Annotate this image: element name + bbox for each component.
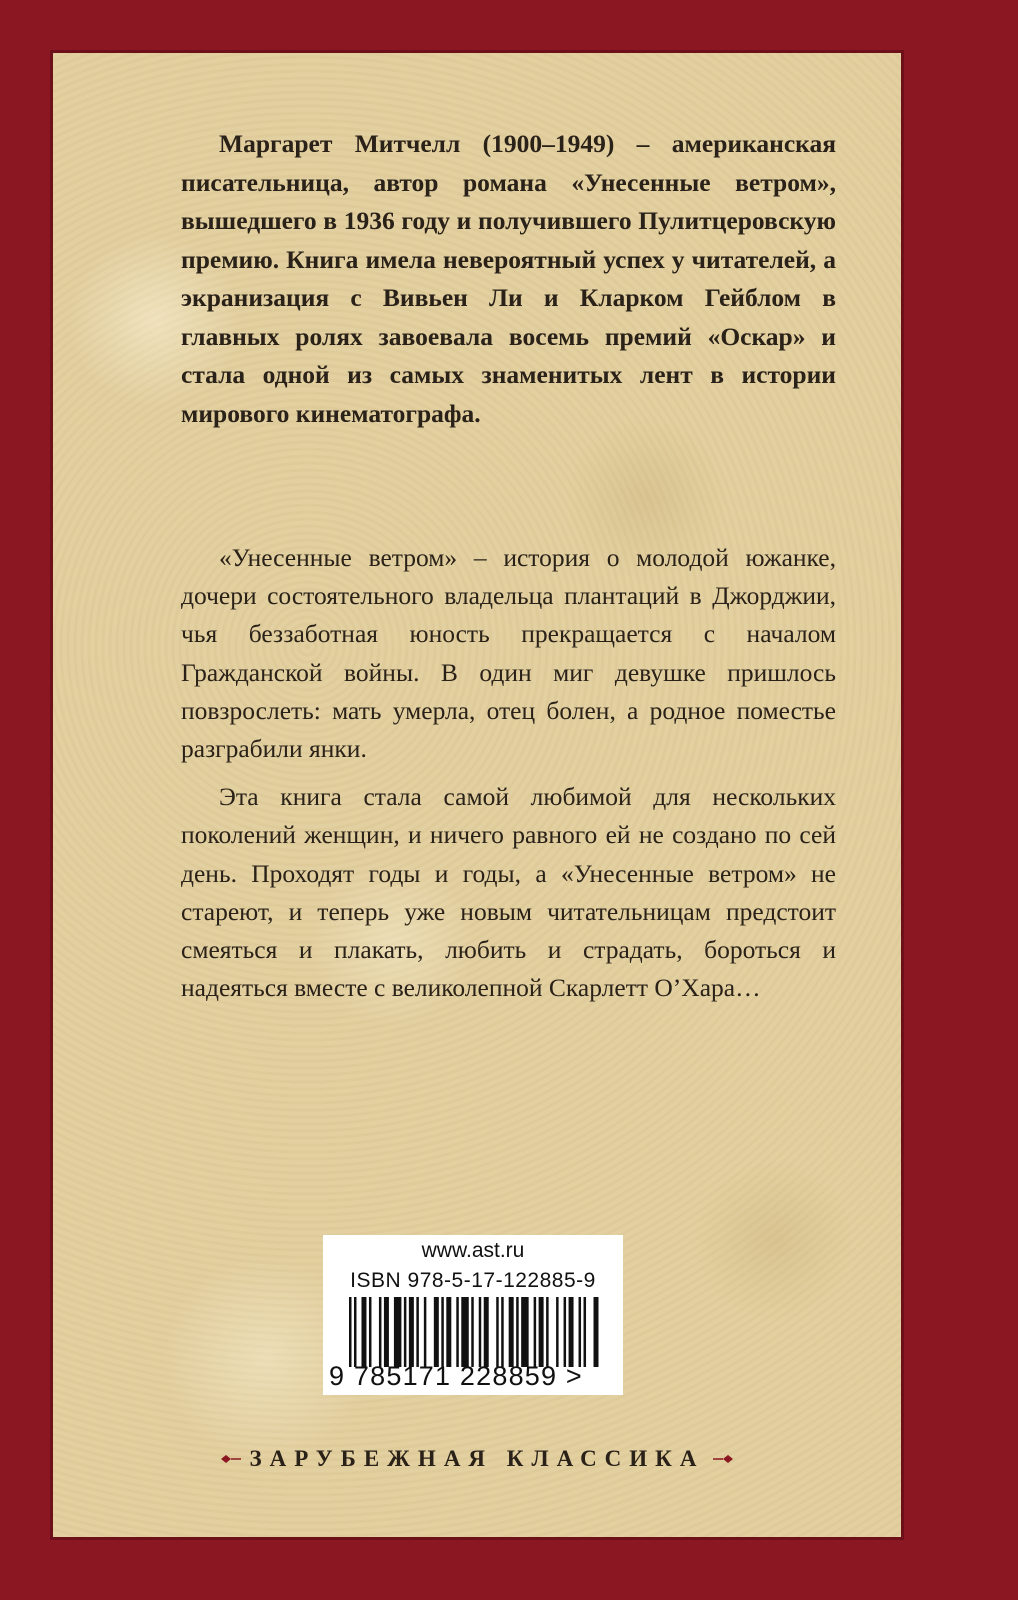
barcode-bar bbox=[361, 1297, 366, 1367]
barcode-bar bbox=[471, 1297, 474, 1367]
barcode-bar bbox=[369, 1297, 372, 1367]
barcode-bar bbox=[424, 1297, 427, 1367]
barcode-bar bbox=[384, 1297, 389, 1367]
barcode-bar bbox=[501, 1297, 504, 1367]
series-line bbox=[53, 1446, 901, 1472]
synopsis-paragraph: «Унесенные ветром» – история о молодой южанке, дочери состоятельного владельца плантаций в Джорджии, чья беззаботная юность прекращается с началом Гражданской войны. В один миг девушке пришлось повзрослеть: мать умерла, отец болен, а родное поместье разграбили янки. bbox=[181, 543, 836, 764]
barcode-bar bbox=[579, 1297, 582, 1367]
ornament-right-icon bbox=[712, 1452, 734, 1466]
barcode-bar bbox=[416, 1297, 419, 1367]
publisher-url: www.ast.ru bbox=[421, 1239, 525, 1262]
barcode-bar bbox=[516, 1297, 519, 1367]
barcode-bar bbox=[379, 1297, 382, 1367]
barcode-bar bbox=[484, 1297, 489, 1367]
barcode-bar bbox=[569, 1297, 574, 1367]
barcode-label bbox=[323, 1235, 623, 1395]
barcode-bar bbox=[404, 1297, 407, 1367]
barcode-bar bbox=[521, 1297, 528, 1367]
barcode-bar bbox=[394, 1297, 401, 1367]
barcode-bar bbox=[539, 1297, 544, 1367]
barcode-bar bbox=[354, 1297, 357, 1367]
series-title: ЗАРУБЕЖНАЯ КЛАССИКА bbox=[249, 1446, 705, 1471]
barcode-bar bbox=[534, 1297, 537, 1367]
barcode-bar bbox=[479, 1297, 482, 1367]
parchment-panel bbox=[50, 50, 904, 1540]
barcode-bar bbox=[456, 1297, 459, 1367]
ornament-left-icon bbox=[220, 1452, 242, 1466]
author-bio: Маргарет Митчелл (1900–1949) – американская писательница, автор романа «Унесенные ветром», вышедшего в 1936 году и получившего Пулитцеровскую премию. Книга имела невероятный успех у читателей, а экранизация с Вивьен Ли и Кларком Гейблом в главных ролях завоевала восемь премий «Оскар» и стала одной из самых знаменитых лент в истории мирового кинематографа. bbox=[181, 129, 836, 428]
barcode-bar bbox=[461, 1297, 468, 1367]
barcode-bar bbox=[446, 1297, 451, 1367]
barcode-bar bbox=[546, 1297, 549, 1367]
barcode-bar bbox=[409, 1297, 414, 1367]
isbn-number: ISBN 978-5-17-122885-9 bbox=[350, 1269, 596, 1292]
barcode-bars bbox=[349, 1297, 601, 1367]
synopsis bbox=[181, 539, 836, 1017]
barcode-bar bbox=[434, 1297, 439, 1367]
barcode-bar bbox=[349, 1297, 352, 1367]
barcode-bar bbox=[564, 1297, 567, 1367]
barcode-bar bbox=[584, 1297, 587, 1367]
barcode-bar bbox=[594, 1297, 599, 1367]
barcode-digits: 9 785171 228859 > bbox=[329, 1361, 583, 1391]
barcode-bar bbox=[556, 1297, 559, 1367]
barcode-bar bbox=[441, 1297, 444, 1367]
synopsis-paragraph: Эта книга стала самой любимой для нескольких поколений женщин, и ничего равного ей не создано по сей день. Проходят годы и годы, а «Унесенные ветром» не стареют, и теперь уже новым читательницам предстоит смеяться и плакать, любить и страдать, бороться и надеяться вместе с великолепной Скарлетт О’Хара… bbox=[181, 782, 836, 1003]
barcode-bar bbox=[509, 1297, 514, 1367]
barcode-bar bbox=[496, 1297, 499, 1367]
